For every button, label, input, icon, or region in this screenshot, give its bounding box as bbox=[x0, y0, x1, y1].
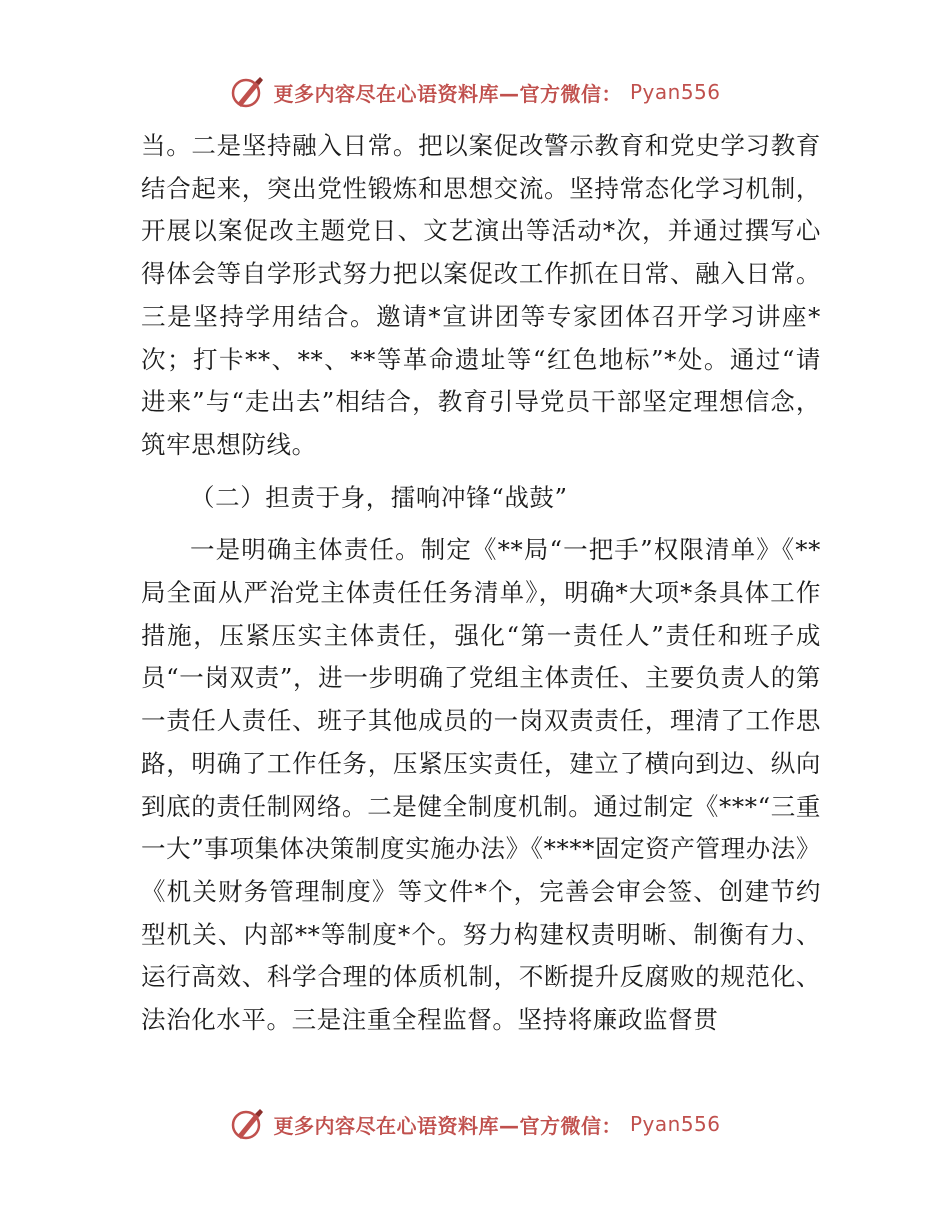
paragraph-continued: 当。二是坚持融入日常。把以案促改警示教育和党史学习教育结合起来，突出党性锻炼和思想交流。坚持常态化学习机制，开展以案促改主题党日、文艺演出等活动*次，并通过撰写心得体会等自学形式努力把以案促改工作抓在日常、融入日常。三是坚持学用结合。邀请*宣讲团等专家团体召开学习讲座*次；打卡**、**、**等革命遗址等“红色地标”*处。通过“请进来”与“走出去”相结合，教育引导党员干部坚定理想信念，筑牢思想防线。 bbox=[141, 131, 821, 459]
pen-logo-icon bbox=[229, 74, 265, 110]
section-heading: （二）担责于身，擂响冲锋“战鼓” bbox=[190, 482, 568, 512]
pen-logo-icon bbox=[229, 1106, 265, 1142]
document-body bbox=[141, 125, 821, 1042]
paragraph-responsibility: 一是明确主体责任。制定《**局“一把手”权限清单》《**局全面从严治党主体责任任务清单》，明确*大项*条具体工作措施，压紧压实主体责任，强化“第一责任人”责任和班子成员“一岗双责”，进一步明确了党组主体责任、主要负责人的第一责任人责任、班子其他成员的一岗双责责任，理清了工作思路，明确了工作任务，压紧压实责任，建立了横向到边、纵向到底的责任制网络。二是健全制度机制。通过制定《***“三重一大”事项集体决策制度实施办法》《****固定资产管理办法》《机关财务管理制度》等文件*个，完善会审会签、创建节约型机关、内部**等制度*个。努力构建权责明晰、制衡有力、运行高效、科学合理的体质机制，不断提升反腐败的规范化、法治化水平。三是注重全程监督。坚持将廉政监督贯 bbox=[141, 535, 821, 1035]
header-banner bbox=[0, 72, 950, 112]
banner-wechat-id: Pyan556 bbox=[629, 1112, 721, 1136]
banner-text: 更多内容尽在心语资料库—官方微信： bbox=[273, 1113, 622, 1138]
footer-banner bbox=[0, 1104, 950, 1144]
banner-wechat-id: Pyan556 bbox=[629, 80, 721, 104]
banner-text: 更多内容尽在心语资料库—官方微信： bbox=[273, 81, 622, 106]
